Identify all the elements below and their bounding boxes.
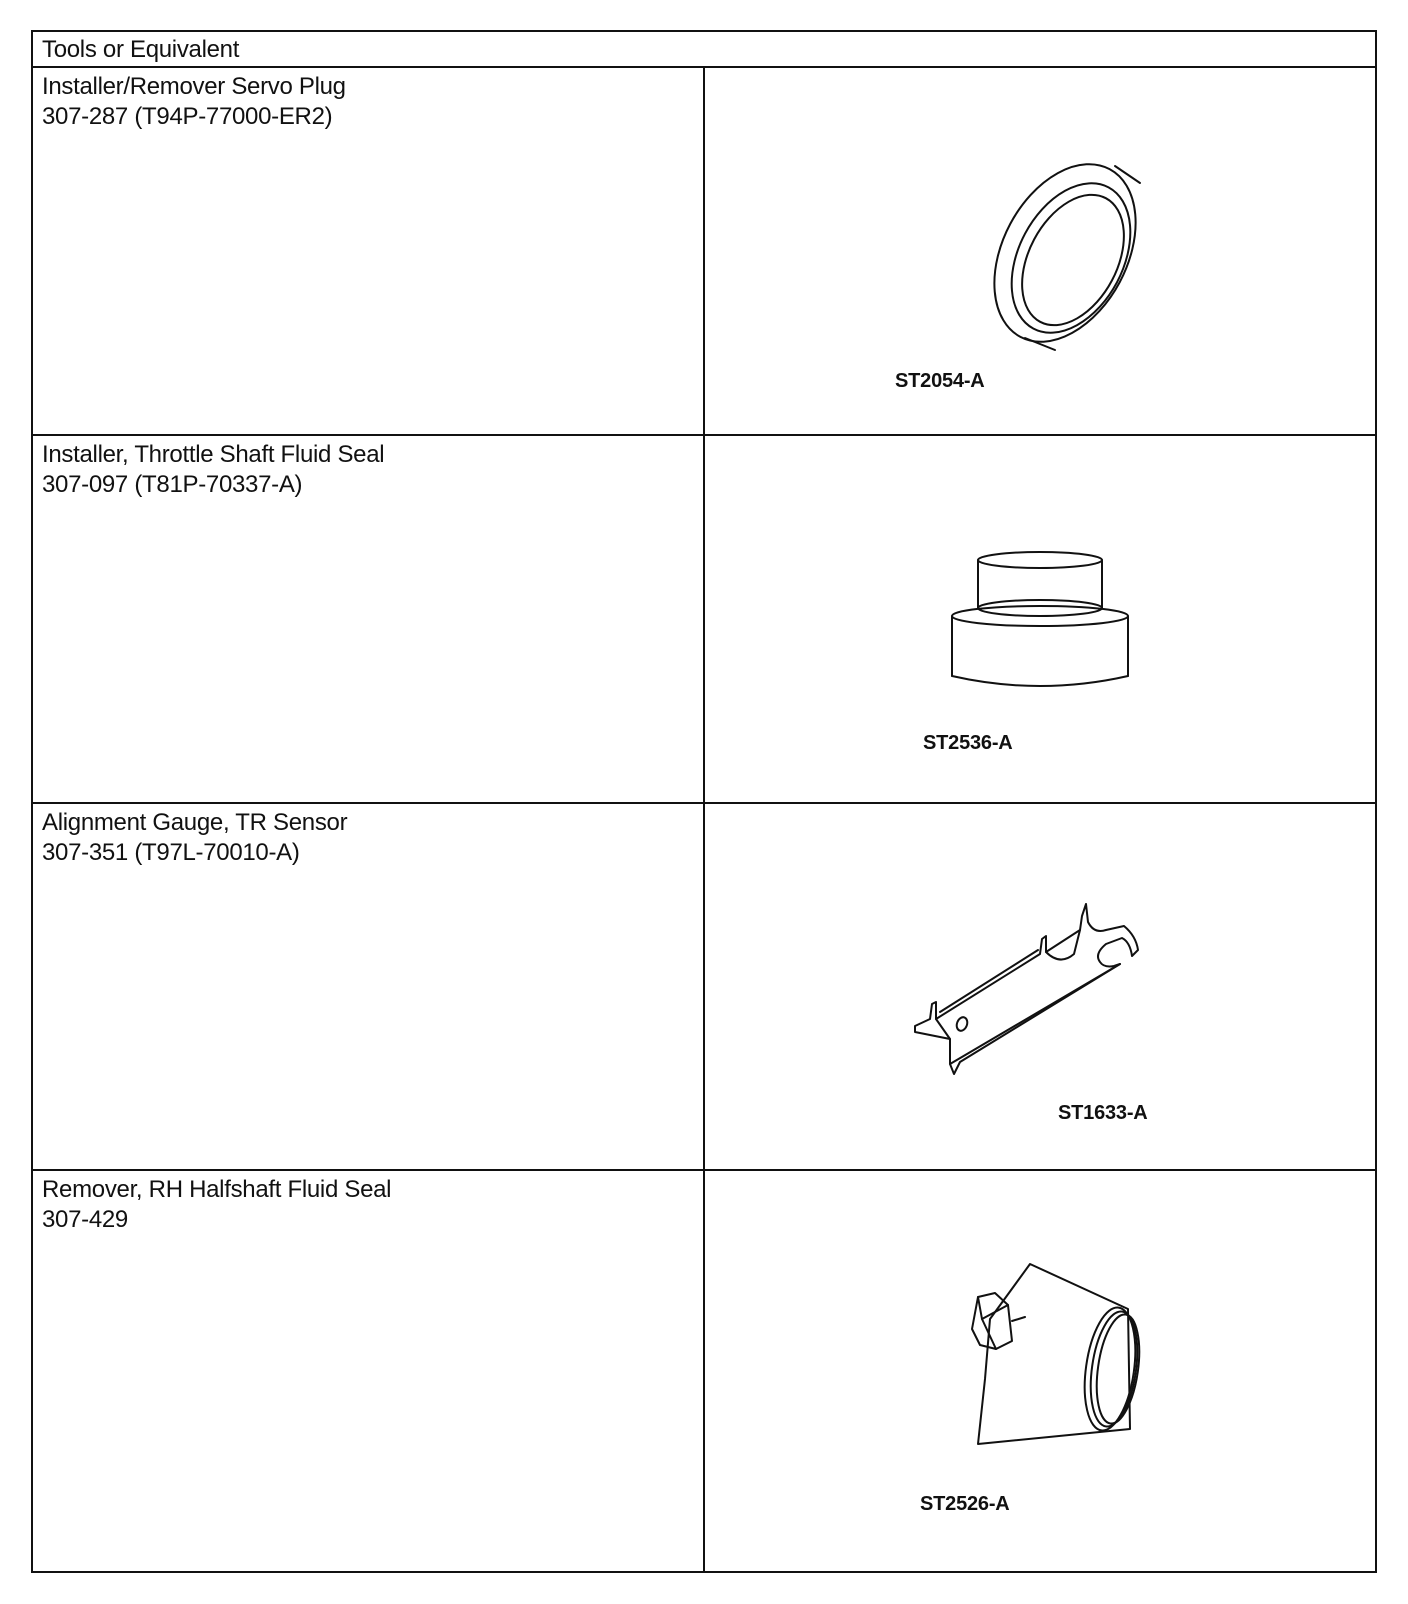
tool-illustration-cell xyxy=(705,1171,1375,1571)
tool-code: ST2536-A xyxy=(923,732,1013,754)
tool-code: ST2526-A xyxy=(920,1493,1010,1515)
tool-number: 307-097 (T81P-70337-A) xyxy=(42,471,303,498)
tool-illustration-cell xyxy=(705,68,1375,434)
tool-code: ST2054-A xyxy=(895,370,985,392)
tool-name: Installer/Remover Servo Plug xyxy=(42,73,346,100)
tool-number: 307-287 (T94P-77000-ER2) xyxy=(42,103,333,130)
tool-illustration-cell xyxy=(705,436,1375,802)
table-header xyxy=(33,32,1375,68)
tool-number: 307-429 xyxy=(42,1206,128,1233)
seal-installer-icon xyxy=(945,546,1135,696)
table-row xyxy=(33,68,1375,436)
tool-name: Remover, RH Halfshaft Fluid Seal xyxy=(42,1176,392,1203)
tool-description-cell xyxy=(33,1171,705,1571)
seal-remover-icon xyxy=(950,1259,1150,1459)
tool-code: ST1633-A xyxy=(1058,1102,1148,1124)
tool-description-cell xyxy=(33,804,705,1169)
tool-name: Installer, Throttle Shaft Fluid Seal xyxy=(42,441,385,468)
tool-number: 307-351 (T97L-70010-A) xyxy=(42,839,300,866)
servo-plug-ring-icon xyxy=(965,148,1165,368)
tool-illustration-cell xyxy=(705,804,1375,1169)
tool-description-cell xyxy=(33,436,705,802)
table-row xyxy=(33,804,1375,1171)
table-header-label: Tools or Equivalent xyxy=(42,36,240,63)
table-row xyxy=(33,436,1375,804)
tool-name: Alignment Gauge, TR Sensor xyxy=(42,809,348,836)
tool-description-cell xyxy=(33,68,705,434)
alignment-gauge-icon xyxy=(910,894,1160,1074)
tools-table xyxy=(31,30,1377,1573)
table-row xyxy=(33,1171,1375,1571)
